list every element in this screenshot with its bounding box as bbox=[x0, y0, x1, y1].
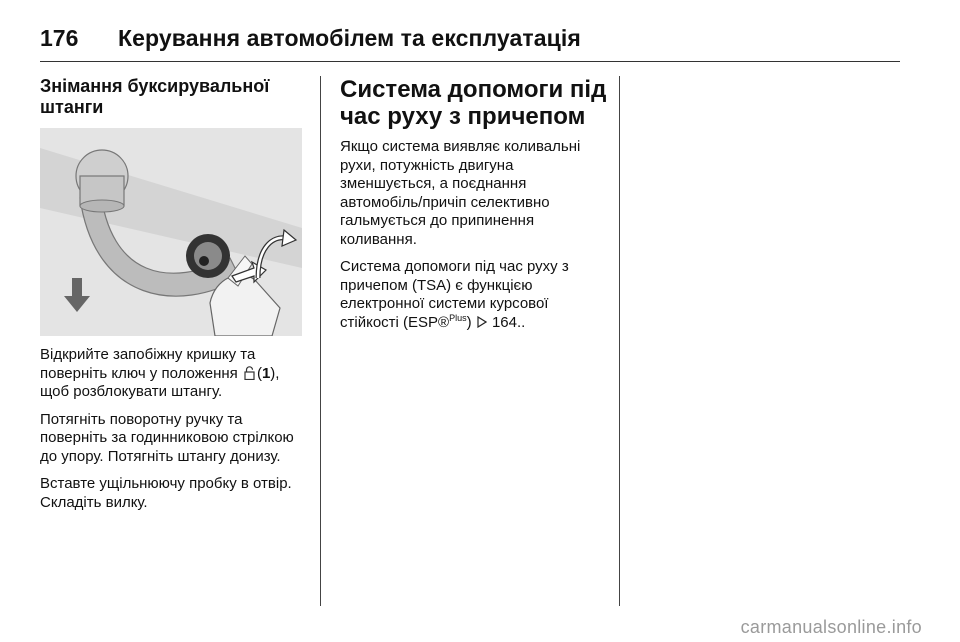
esp-note-close: ) bbox=[466, 313, 476, 331]
instruction-unlock-end: ), щоб розблокувати штангу. bbox=[40, 364, 280, 400]
section-title-tow-bar-removal: Знімання буксирувальної штанги bbox=[40, 76, 270, 117]
page-reference-arrow-icon bbox=[477, 316, 487, 328]
instruction-unlock-text: Відкрийте запобіжну кришку та поверніть ключ у положення bbox=[40, 346, 256, 382]
column-divider-left bbox=[320, 76, 321, 606]
header-rule bbox=[40, 61, 900, 62]
esp-note-text: Система допомоги під час руху з причепом (TSA) є функцією електронної системи курсової стійкості (ESP® bbox=[340, 258, 569, 331]
left-column bbox=[40, 76, 312, 521]
esp-plus-superscript: Plus bbox=[449, 312, 467, 323]
key-position-number: 1 bbox=[261, 364, 271, 382]
instruction-unlock: Відкрийте запобіжну кришку та поверніть ключ у положення (1), щоб розблокувати штангу. bbox=[40, 346, 280, 400]
page-number: 176 bbox=[40, 24, 79, 51]
unlock-icon bbox=[244, 366, 255, 380]
watermark: carmanualsonline.info bbox=[740, 617, 922, 637]
tow-bar-drawing bbox=[40, 128, 302, 336]
trailer-assist-esp-note bbox=[340, 258, 610, 332]
chapter-title: Керування автомобілем та експлуатація bbox=[118, 24, 581, 51]
instruction-rotate: Потягніть поворотну ручку та поверніть за годинниковою стрілкою до упору. Потягніть штангу донизу. bbox=[40, 410, 294, 465]
esp-note-end: .. bbox=[516, 313, 526, 331]
right-column bbox=[340, 76, 610, 341]
page-header bbox=[40, 18, 900, 58]
section-title-trailer-assist: Система допомоги під час руху з причепом bbox=[340, 76, 607, 130]
column-divider-right bbox=[619, 76, 620, 606]
tow-bar-illustration bbox=[40, 128, 302, 336]
page-reference-link[interactable]: 164 bbox=[491, 313, 517, 331]
trailer-assist-description: Якщо система виявляє коливальні рухи, потужність двигуна зменшується, а поєднання автомобіль/причіп селективно гальмується до припинення коливання. bbox=[340, 138, 581, 248]
instruction-plug: Вставте ущільнюючу пробку в отвір. Складіть вилку. bbox=[40, 475, 292, 511]
